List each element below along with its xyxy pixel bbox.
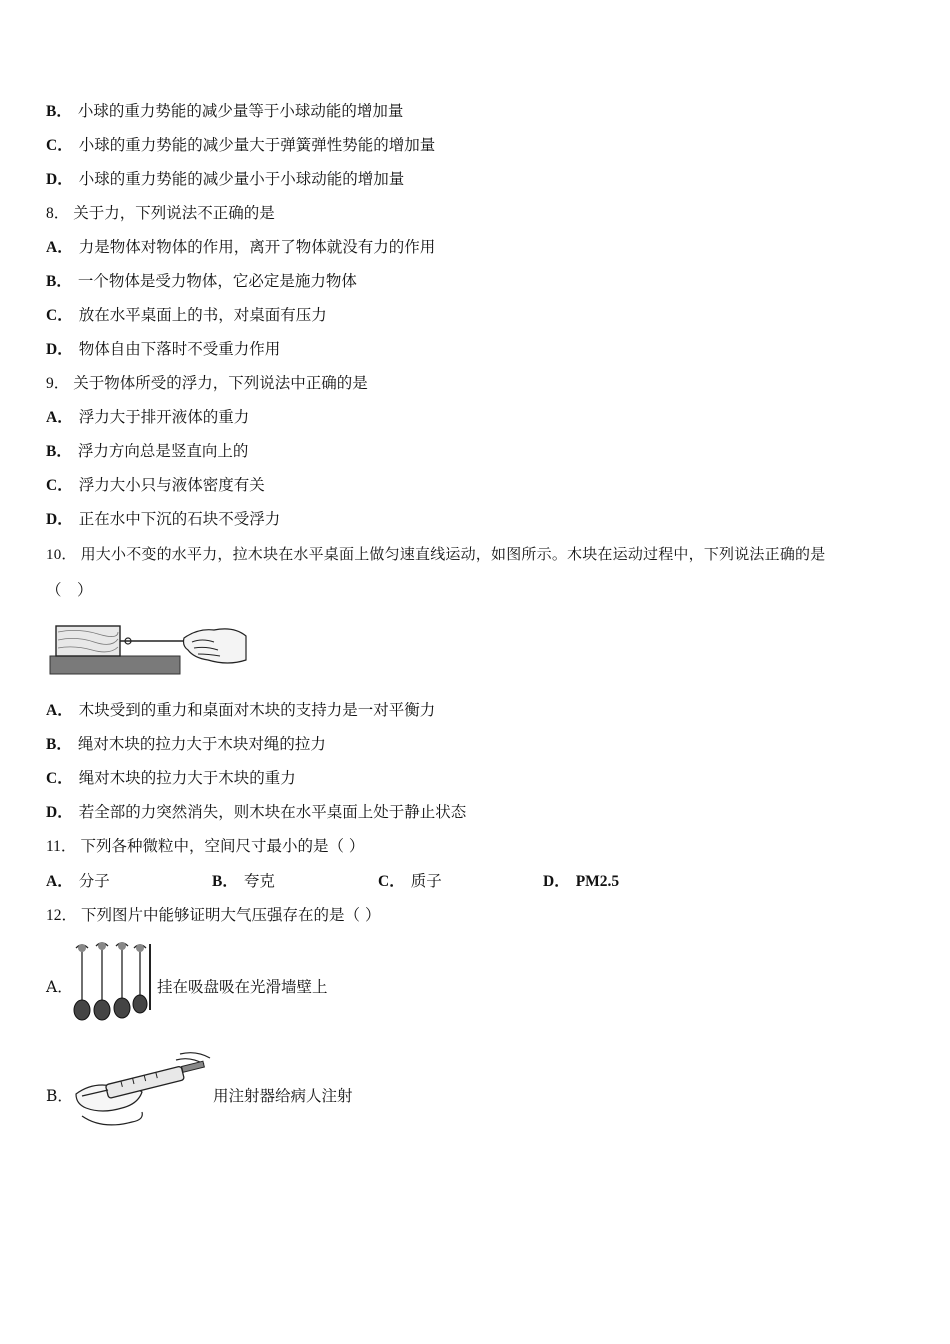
option-text: 夸克 — [243, 872, 275, 890]
q12-stem — [46, 905, 380, 926]
q10-stem — [46, 544, 825, 565]
q10-blank: （ ） — [46, 581, 93, 599]
option-text: 一个物体是受力物体，它必定是施力物体 — [77, 272, 357, 290]
question-number: 11． — [46, 838, 77, 855]
option-text: 浮力大于排开液体的重力 — [78, 408, 250, 426]
q9-option-a — [46, 407, 249, 428]
option-text: PM2.5 — [575, 873, 620, 890]
question-number: 10． — [46, 547, 77, 563]
syringe-figure — [72, 1046, 212, 1132]
option-text: 若全部的力突然消失，则木块在水平桌面上处于静止状态 — [78, 803, 467, 821]
option-label: A． — [46, 409, 73, 426]
option-text: 小球的重力势能的减少量小于小球动能的增加量 — [78, 170, 405, 188]
question-text: 关于物体所受的浮力，下列说法中正确的是 — [73, 374, 368, 392]
q11-option-d — [543, 871, 619, 892]
q10-option-d — [46, 802, 466, 823]
q9-option-b — [46, 441, 248, 462]
option-label: C． — [46, 137, 73, 154]
question-text: 用大小不变的水平力，拉木块在水平桌面上做匀速直线运动，如图所示。木块在运动过程中，下列说法正确的是 — [80, 545, 826, 563]
option-label: B． — [46, 736, 72, 753]
suction-hook-figure — [72, 940, 156, 1026]
q12-option-a-label: A． — [46, 978, 73, 996]
q9-option-c — [46, 475, 265, 496]
option-label: D． — [46, 804, 73, 821]
q7-option-d — [46, 169, 404, 190]
question-number: 9． — [46, 375, 70, 392]
q7-option-b — [46, 101, 403, 122]
ladles — [74, 995, 147, 1020]
option-label: B． — [46, 443, 72, 460]
option-text: 小球的重力势能的减少量等于小球动能的增加量 — [77, 102, 404, 120]
q11-option-a — [46, 871, 110, 892]
option-text: 绳对木块的拉力大于木块对绳的拉力 — [77, 735, 326, 753]
q11-stem — [46, 836, 364, 857]
option-text: 正在水中下沉的石块不受浮力 — [78, 510, 281, 528]
option-label: A． — [46, 702, 73, 719]
block-pull-figure — [48, 620, 248, 676]
option-text: 绳对木块的拉力大于木块的重力 — [78, 769, 296, 787]
question-number: 12． — [46, 907, 78, 924]
q10-option-a — [46, 700, 435, 721]
option-text: 物体自由下落时不受重力作用 — [78, 340, 281, 358]
option-label: C． — [46, 307, 73, 324]
option-label: A． — [46, 873, 73, 890]
option-text: 质子 — [410, 872, 442, 890]
option-label: D． — [46, 341, 73, 358]
question-text: 下列图片中能够证明大气压强存在的是（ ） — [81, 906, 381, 924]
option-label: B． — [46, 103, 72, 120]
wooden-block — [56, 626, 120, 656]
option-label: C． — [46, 770, 73, 787]
question-text: 下列各种微粒中，空间尺寸最小的是（ ） — [80, 837, 365, 855]
option-label: D． — [543, 873, 570, 890]
q8-option-b — [46, 271, 357, 292]
q10-option-b — [46, 734, 326, 755]
q11-option-b — [212, 871, 275, 892]
option-text: 小球的重力势能的减少量大于弹簧弹性势能的增加量 — [78, 136, 436, 154]
q11-option-c — [378, 871, 442, 892]
q8-option-a — [46, 237, 435, 258]
question-text: 关于力，下列说法不正确的是 — [73, 204, 275, 222]
q7-option-c — [46, 135, 435, 156]
q8-option-c — [46, 305, 327, 326]
q12-option-b-label: B． — [46, 1087, 73, 1105]
option-label: D． — [46, 171, 73, 188]
option-text: 浮力方向总是竖直向上的 — [77, 442, 249, 460]
q10-option-c — [46, 768, 296, 789]
q12-option-a-text: 挂在吸盘吸在光滑墙壁上 — [157, 978, 328, 996]
q9-option-d — [46, 509, 280, 530]
option-text: 浮力大小只与液体密度有关 — [78, 476, 265, 494]
option-label: A． — [46, 239, 73, 256]
option-text: 力是物体对物体的作用，离开了物体就没有力的作用 — [78, 238, 436, 256]
question-number: 8． — [46, 205, 70, 222]
option-label: B． — [212, 873, 238, 890]
option-label: C． — [378, 873, 405, 890]
option-label: D． — [46, 511, 73, 528]
q8-stem — [46, 203, 275, 224]
option-text: 分子 — [78, 872, 110, 890]
q9-stem — [46, 373, 368, 394]
option-label: B． — [46, 273, 72, 290]
q12-option-b-text: 用注射器给病人注射 — [213, 1087, 353, 1105]
table-surface — [50, 656, 180, 674]
hand-icon — [184, 629, 247, 663]
option-text: 放在水平桌面上的书，对桌面有压力 — [78, 306, 327, 324]
option-label: C． — [46, 477, 73, 494]
q8-option-d — [46, 339, 280, 360]
option-text: 木块受到的重力和桌面对木块的支持力是一对平衡力 — [78, 701, 436, 719]
